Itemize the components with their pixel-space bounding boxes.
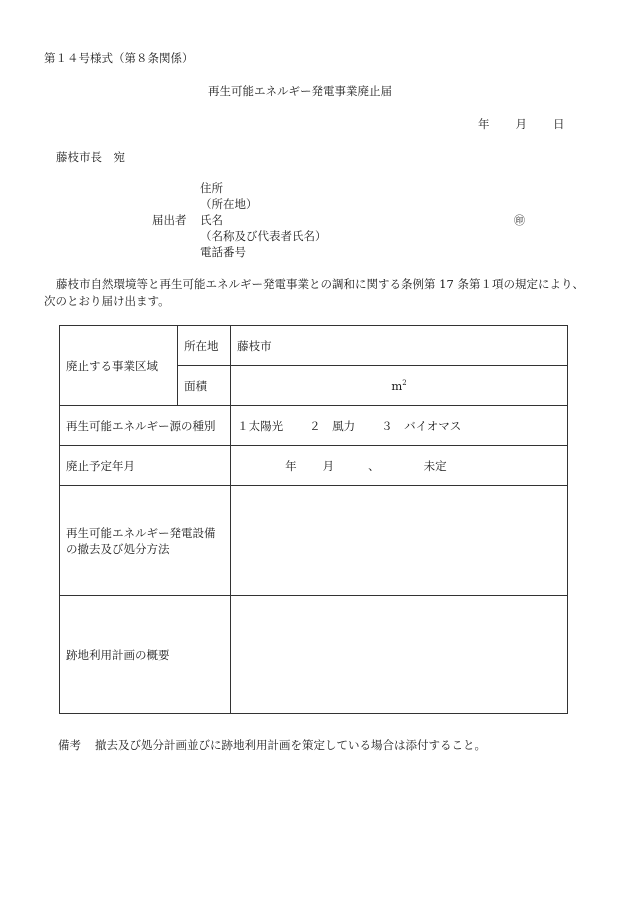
location-cell-label: 所在地 bbox=[178, 326, 231, 366]
removal-method-value[interactable] bbox=[231, 486, 568, 596]
location-value[interactable]: 藤枝市 bbox=[231, 326, 568, 366]
phone-label: 電話番号 bbox=[200, 245, 246, 259]
abolition-year: 年 bbox=[285, 458, 297, 473]
address-label: 住所 bbox=[200, 181, 223, 195]
abolition-month: 月 bbox=[322, 458, 335, 473]
energy-option-wind[interactable]: ２ 風力 bbox=[309, 418, 356, 433]
form-number: 第１４号様式（第８条関係） bbox=[44, 51, 194, 65]
seal-mark: ㊞ bbox=[514, 214, 525, 227]
abolition-form-table bbox=[59, 325, 568, 714]
notification-statement bbox=[44, 276, 604, 310]
location-label: （所在地） bbox=[200, 197, 258, 211]
table-row bbox=[60, 446, 568, 486]
table-row bbox=[60, 406, 568, 446]
energy-type-label: 再生可能エネルギー源の種別 bbox=[60, 406, 231, 446]
date-separator: 、 bbox=[368, 458, 380, 473]
statement-line-1: 藤枝市自然環境等と再生可能エネルギー発電事業との調和に関する条例第 17 条第１項の規定により、 bbox=[56, 277, 584, 291]
submission-date bbox=[478, 116, 565, 132]
remarks-text: 撤去及び処分計画並びに跡地利用計画を策定している場合は添付すること。 bbox=[95, 738, 486, 752]
table-row bbox=[60, 326, 568, 366]
remarks bbox=[58, 737, 486, 753]
table-row bbox=[60, 596, 568, 714]
size-label: 面積 bbox=[178, 366, 231, 406]
square-meter-unit: $m^2$ bbox=[391, 378, 407, 393]
representative-label: （名称及び代表者氏名） bbox=[200, 229, 327, 243]
abolition-date-value[interactable] bbox=[231, 446, 568, 486]
site-plan-label: 跡地利用計画の概要 bbox=[60, 596, 231, 714]
remarks-label: 備考 bbox=[58, 738, 81, 752]
date-day-label: 日 bbox=[553, 117, 565, 131]
energy-option-biomass[interactable]: ３ バイオマス bbox=[381, 418, 462, 433]
removal-method-label: 再生可能エネルギー発電設備の撤去及び処分方法 bbox=[60, 486, 231, 596]
addressee: 藤枝市長 宛 bbox=[56, 150, 125, 164]
energy-type-options[interactable] bbox=[231, 406, 568, 446]
area-label: 廃止する事業区域 bbox=[60, 326, 178, 406]
energy-option-solar[interactable]: １太陽光 bbox=[237, 418, 284, 433]
size-value[interactable] bbox=[231, 366, 568, 406]
abolition-date-label: 廃止予定年月 bbox=[60, 446, 231, 486]
abolition-undecided[interactable]: 未定 bbox=[423, 458, 447, 473]
site-plan-value[interactable] bbox=[231, 596, 568, 714]
notifier-label: 届出者 bbox=[152, 213, 187, 227]
table-row bbox=[60, 486, 568, 596]
form-title: 再生可能エネルギー発電事業廃止届 bbox=[208, 84, 392, 98]
statement-line-2: 次のとおり届け出ます。 bbox=[44, 294, 170, 308]
date-month-label: 月 bbox=[515, 117, 527, 131]
name-label: 氏名 bbox=[200, 213, 223, 227]
date-year-label: 年 bbox=[478, 117, 490, 131]
